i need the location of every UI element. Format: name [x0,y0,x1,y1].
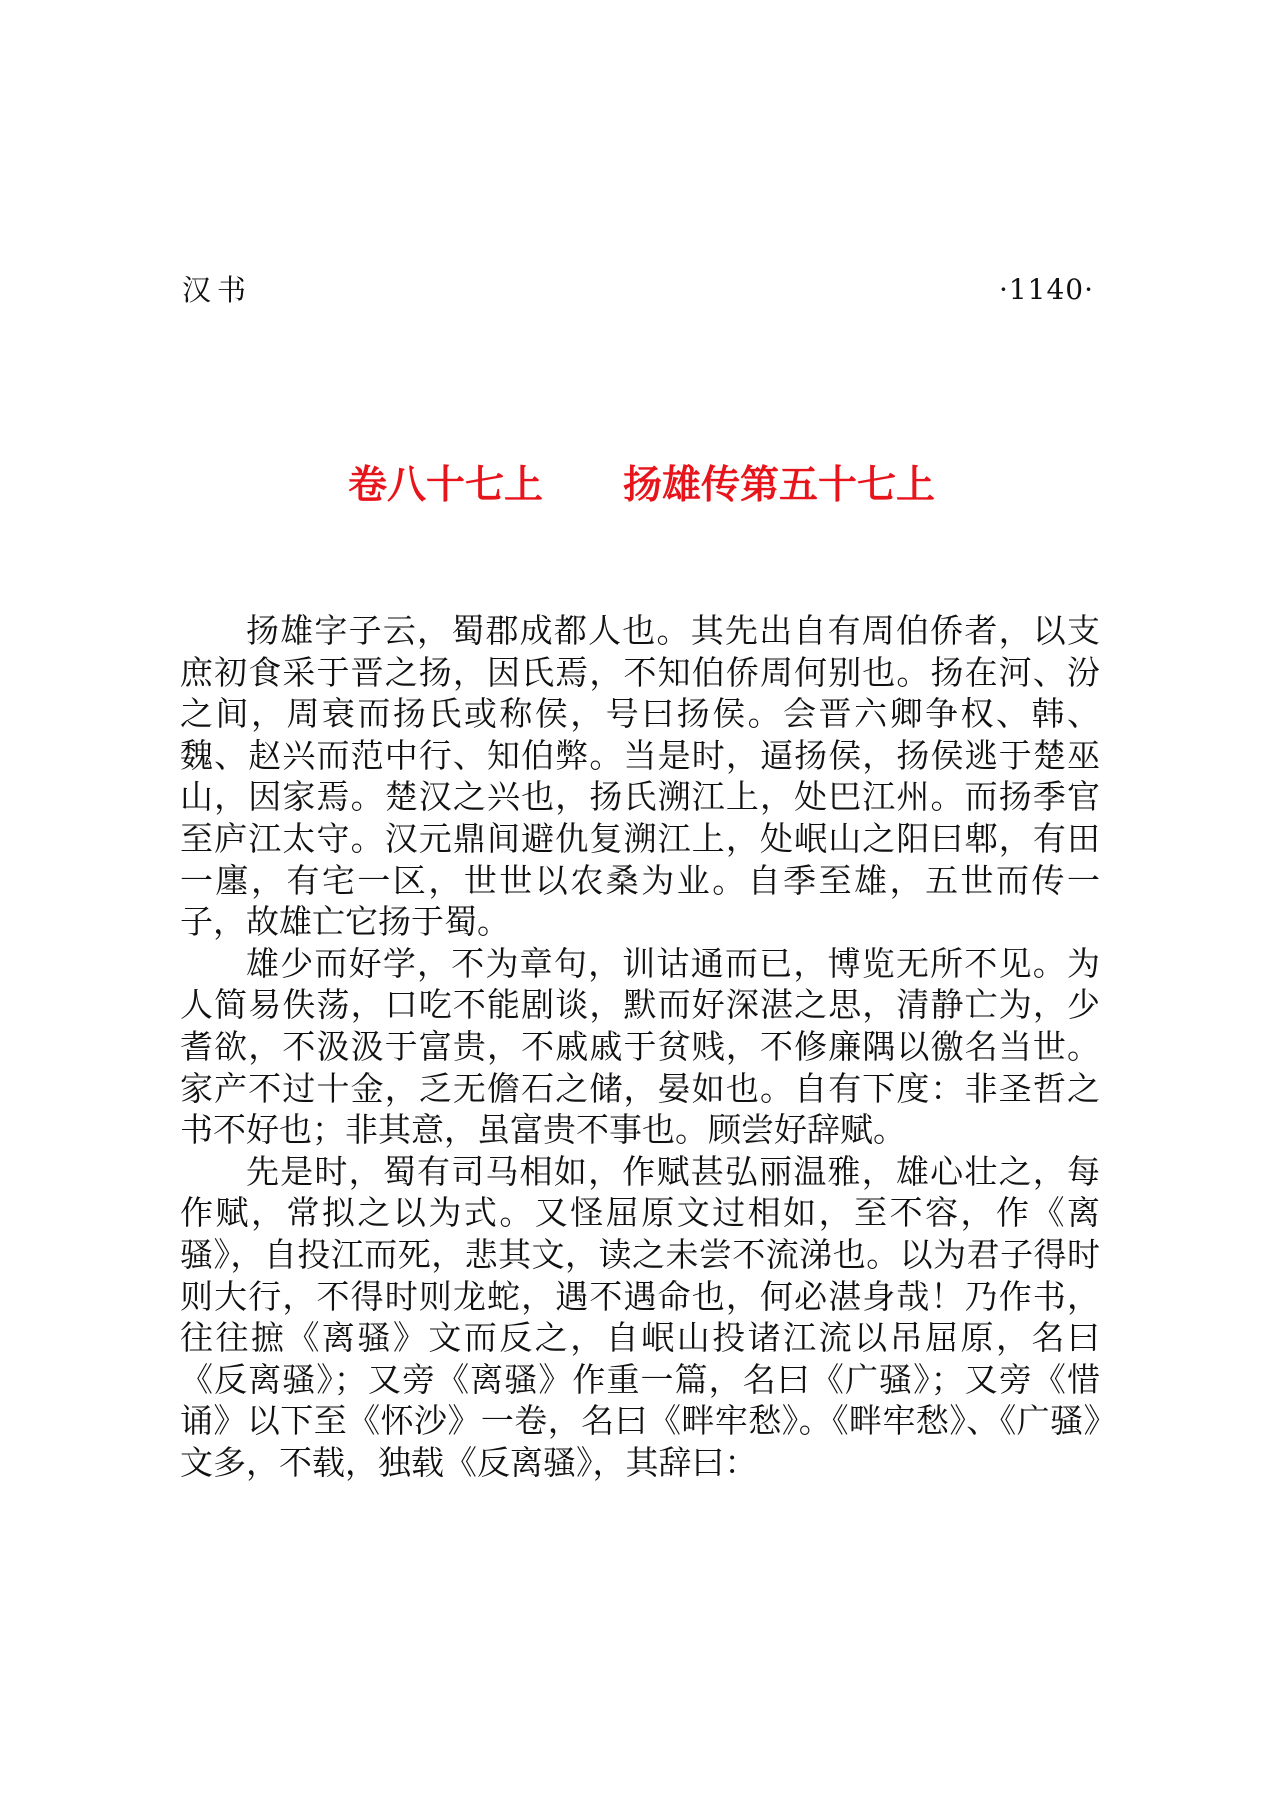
paragraph-3: 先是时，蜀有司马相如，作赋甚弘丽温雅，雄心壮之，每作赋，常拟之以为式。又怪屈原文过相如，至不容，作《离骚》，自投江而死，悲其文，读之未尝不流涕也。以为君子得时则大行，不得时则龙蛇，遇不遇命也，何必湛身哉！乃作书，往往摭《离骚》文而反之，自岷山投诸江流以吊屈原，名曰《反离骚》；又旁《离骚》作重一篇，名曰《广骚》；又旁《惜诵》以下至《怀沙》一卷，名曰《畔牢愁》。《畔牢愁》、《广骚》文多，不载，独载《反离骚》，其辞曰： [180,1151,1100,1482]
book-title: 汉书 [182,273,253,307]
chapter-volume: 卷八十七上 [347,463,543,508]
chapter-title: 扬雄传第五十七上 [623,463,936,508]
chapter-heading [0,458,1283,514]
paragraph-2: 雄少而好学，不为章句，训诂通而已，博览无所不见。为人简易佚荡，口吃不能剧谈，默而好深湛之思，清静亡为，少耆欲，不汲汲于富贵，不戚戚于贫贱，不修廉隅以徼名当世。家产不过十金，乏无儋石之储，晏如也。自有下度：非圣哲之书不好也；非其意，虽富贵不事也。顾尝好辞赋。 [180,943,1100,1150]
paragraph-1: 扬雄字子云，蜀郡成都人也。其先出自有周伯侨者，以支庶初食采于晋之扬，因氏焉，不知伯侨周何别也。扬在河、汾之间，周衰而扬氏或称侯，号曰扬侯。会晋六卿争权、韩、魏、赵兴而范中行、知伯弊。当是时，逼扬侯，扬侯逃于楚巫山，因家焉。楚汉之兴也，扬氏溯江上，处巴江州。而扬季官至庐江太守。汉元鼎间避仇复溯江上，处岷山之阳曰郫，有田一廛，有宅一区，世世以农桑为业。自季至雄，五世而传一子，故雄亡它扬于蜀。 [180,611,1100,942]
running-header [182,270,1094,310]
page-number: ·1140· [998,273,1094,306]
body-text [180,610,1100,1483]
